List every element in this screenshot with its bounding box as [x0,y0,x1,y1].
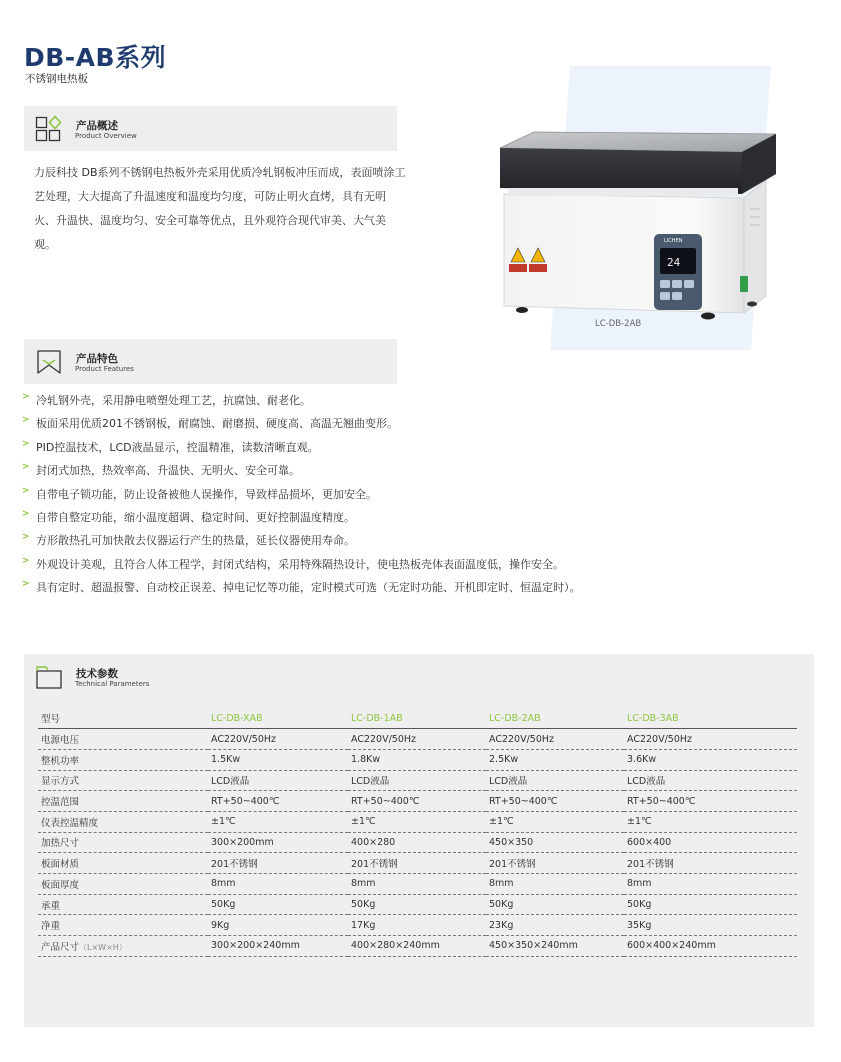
table-cell: 450×350 [486,832,624,853]
feature-text: 外观设计美观，且符合人体工程学，封闭式结构，采用特殊隔热设计，使电热板壳体表面温度低，操作安全。 [36,557,564,571]
table-cell: 8mm [486,874,624,895]
row-label-cell [38,811,208,832]
table-cell: 400×280 [348,832,486,853]
list-item [22,532,581,555]
table-cell: ±1℃ [208,811,348,832]
table-cell: 50Kg [348,894,486,915]
folder-icon [35,663,63,691]
table-row [38,874,797,895]
table-row [38,791,797,812]
table-cell: AC220V/50Hz [486,729,624,750]
row-label-cell [38,791,208,812]
table-cell: 50Kg [486,894,624,915]
table-cell: 450×350×240mm [486,936,624,957]
row-label-cell [38,874,208,895]
features-heading-en: Product Features [75,365,134,373]
overview-heading: 产品概述 [76,120,118,132]
tech-header [24,654,397,699]
row-label-cell [38,832,208,853]
table-cell: 50Kg [624,894,797,915]
table-row [38,749,797,770]
table-cell: 8mm [624,874,797,895]
grid-diamond-icon [35,115,63,143]
table-cell: 50Kg [208,894,348,915]
chevron-right-icon: > [22,485,30,496]
table-cell: RT+50~400℃ [486,791,624,812]
features-header [24,339,397,384]
feature-text: 冷轧钢外壳，采用静电喷塑处理工艺，抗腐蚀、耐老化。 [36,394,311,407]
table-cell: 8mm [348,874,486,895]
chevron-right-icon: > [22,579,30,590]
table-row [38,936,797,957]
features-list [22,392,581,603]
table-row [38,811,797,832]
list-item [22,556,581,579]
list-item [22,415,581,438]
table-cell: AC220V/50Hz [348,729,486,750]
row-label: 整机功率 [41,755,80,767]
feature-text: 自带电子锁功能，防止设备被他人误操作，导致样品损坏，更加安全。 [36,487,377,501]
model-name: LC-DB-2AB [486,708,624,729]
row-label-cell [38,915,208,936]
feature-text: 板面采用优质201不锈钢板，耐腐蚀、耐磨损、硬度高、高温无翘曲变形。 [36,417,398,431]
feature-text: 具有定时、超温报警、自动校正误差、掉电记忆等功能，定时模式可选（无定时功能、开机即定时、恒温定时）。 [36,581,581,595]
chevron-right-icon: > [22,555,30,566]
row-label: 加热尺寸 [41,838,80,850]
chevron-right-icon: > [22,438,30,449]
table-cell: 600×400 [624,832,797,853]
row-label: 电源电压 [41,735,80,747]
table-cell: 23Kg [486,915,624,936]
table-row [38,915,797,936]
display-reading: 24 [667,256,681,269]
row-label: 板面厚度 [41,879,80,891]
product-image [494,108,784,328]
list-item [22,462,581,485]
chevron-right-icon: > [22,532,30,543]
row-label-note: （L×W×H） [79,942,127,952]
row-label-cell [38,894,208,915]
row-label: 承重 [41,900,61,912]
table-cell: 201不锈钢 [208,853,348,874]
chevron-right-icon: > [22,462,30,473]
table-cell: LCD液晶 [348,770,486,791]
overview-text: 力辰科技 DB系列不锈钢电热板外壳采用优质冷轧钢板冲压而成，表面喷涂工艺处理，大大提高了升温速度和温度均匀度，可防止明火直烤，具有无明火、升温快、温度均匀、安全可靠等优点，且外观符合现代审美、大气美观。 [34,166,406,251]
table-header-row [38,708,797,729]
feature-text: 方形散热孔可加快散去仪器运行产生的热量，延长仪器使用寿命。 [36,534,355,548]
table-cell: 201不锈钢 [624,853,797,874]
table-cell: ±1℃ [348,811,486,832]
model-name: LC-DB-1AB [348,708,486,729]
row-label-cell [38,936,208,957]
table-cell: 35Kg [624,915,797,936]
page-title: DB-AB系列 [24,43,167,72]
table-cell: 600×400×240mm [624,936,797,957]
table-row [38,894,797,915]
overview-heading-en: Product Overview [75,132,137,140]
table-cell: 1.5Kw [208,749,348,770]
table-cell: 201不锈钢 [348,853,486,874]
header-label: 型号 [38,708,208,729]
row-label: 板面材质 [41,859,80,871]
table-cell: 300×200×240mm [208,936,348,957]
row-label: 仪表控温精度 [41,817,99,829]
product-caption: LC-DB-2AB [595,319,642,329]
table-cell: AC220V/50Hz [208,729,348,750]
table-cell: LCD液晶 [486,770,624,791]
list-item [22,509,581,532]
overview-header [24,106,397,151]
chevron-right-icon: > [22,415,30,426]
table-row [38,729,797,750]
table-row [38,832,797,853]
list-item [22,392,581,415]
feature-text: PID控温技术，LCD液晶显示，控温精准，读数清晰直观。 [36,440,319,454]
row-label-cell [38,729,208,750]
tech-heading: 技术参数 [76,668,118,680]
row-label-cell [38,853,208,874]
table-cell: 9Kg [208,915,348,936]
model-name: LC-DB-XAB [208,708,348,729]
bookmark-icon [35,348,63,376]
table-cell: RT+50~400℃ [348,791,486,812]
table-cell: LCD液晶 [624,770,797,791]
table-cell: LCD液晶 [208,770,348,791]
tech-heading-en: Technical Parameters [75,680,150,688]
list-item [22,439,581,462]
chevron-right-icon: > [22,392,30,402]
table-row [38,853,797,874]
table-cell: RT+50~400℃ [208,791,348,812]
params-body [38,729,797,957]
row-label-cell [38,770,208,791]
features-heading: 产品特色 [76,353,118,365]
table-cell: 201不锈钢 [486,853,624,874]
brand-mark: LICHEN [664,238,683,244]
table-cell: RT+50~400℃ [624,791,797,812]
feature-text: 封闭式加热，热效率高、升温快、无明火、安全可靠。 [36,464,300,478]
table-cell: 300×200mm [208,832,348,853]
table-cell: 2.5Kw [486,749,624,770]
table-cell: 17Kg [348,915,486,936]
row-label: 产品尺寸 [41,941,80,953]
list-item [22,486,581,509]
table-cell: ±1℃ [486,811,624,832]
table-cell: 8mm [208,874,348,895]
table-row [38,770,797,791]
row-label: 显示方式 [41,776,80,788]
table-cell: 3.6Kw [624,749,797,770]
row-label: 控温范围 [41,797,80,809]
row-label-cell [38,749,208,770]
table-cell: ±1℃ [624,811,797,832]
chevron-right-icon: > [22,508,30,519]
table-cell: 400×280×240mm [348,936,486,957]
model-name: LC-DB-3AB [624,708,797,729]
params-table [38,708,797,957]
feature-text: 自带自整定功能，缩小温度超调、稳定时间、更好控制温度精度。 [36,510,355,524]
row-label: 净重 [41,921,61,933]
list-item [22,579,581,602]
page-subtitle: 不锈钢电热板 [25,73,88,85]
table-cell: AC220V/50Hz [624,729,797,750]
table-cell: 1.8Kw [348,749,486,770]
